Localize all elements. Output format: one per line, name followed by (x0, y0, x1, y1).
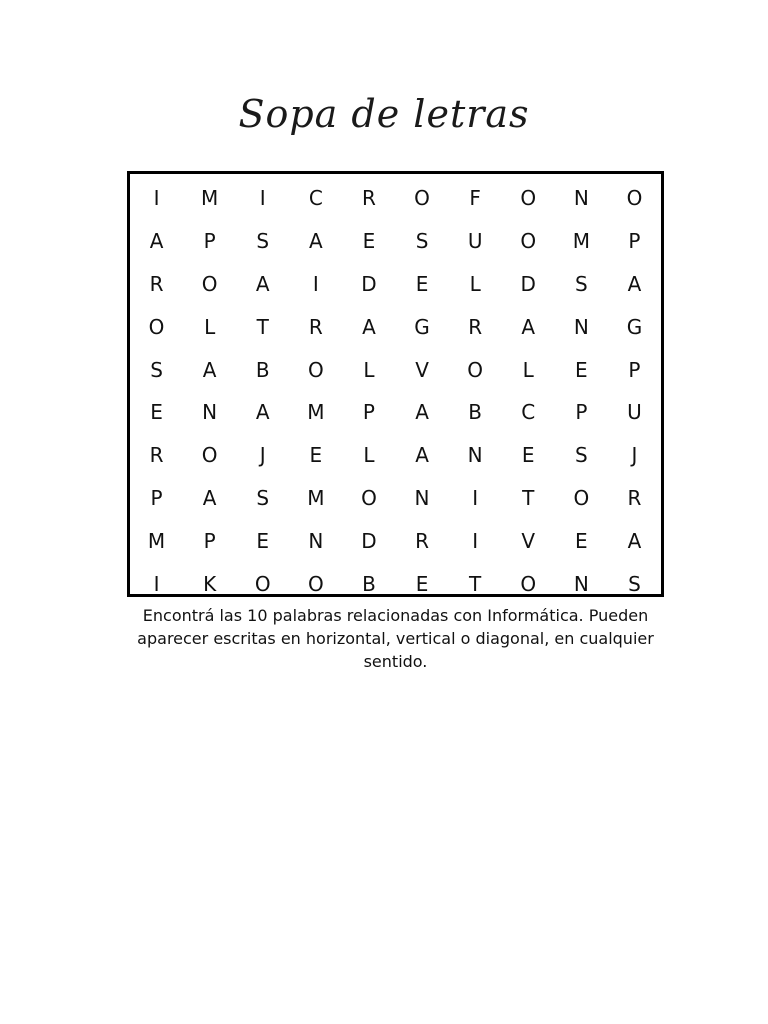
grid-cell: J (259, 443, 266, 468)
grid-cell: T (522, 485, 535, 510)
grid-cell: E (309, 443, 323, 468)
grid-cell: L (363, 443, 375, 468)
grid-cell: O (307, 571, 324, 596)
grid-cell: I (153, 186, 160, 211)
grid-cell: P (150, 485, 163, 510)
grid-cell: S (574, 271, 588, 296)
grid-cell: E (575, 528, 588, 553)
grid-cell: O (467, 357, 484, 382)
grid-cell: I (472, 528, 479, 553)
grid-cell: L (522, 357, 534, 382)
grid-cell: I (472, 485, 479, 510)
grid-cell: O (520, 571, 537, 596)
grid-cell: N (414, 485, 430, 510)
grid-cell: E (362, 229, 376, 254)
grid-cell: N (573, 314, 589, 339)
grid-cell: I (153, 571, 160, 596)
grid-cell: S (150, 357, 163, 382)
grid-cell: E (415, 271, 429, 296)
page-title: Sopa de letras (238, 92, 530, 136)
grid-cell: U (627, 400, 642, 425)
grid-cell: O (520, 229, 537, 254)
grid-cell: P (203, 528, 216, 553)
grid-cell: O (520, 186, 537, 211)
grid-cell: V (521, 528, 536, 553)
grid-cell: L (363, 357, 375, 382)
grid-cell: R (361, 186, 376, 211)
grid-cell: O (361, 485, 377, 510)
grid-cell: E (521, 443, 535, 468)
grid-cell: A (415, 443, 429, 468)
grid-cell: F (469, 186, 481, 211)
grid-cell: D (361, 271, 377, 296)
grid-cell: R (149, 443, 164, 468)
grid-cell: G (626, 314, 643, 339)
grid-cell: V (415, 357, 429, 382)
grid-cell: E (256, 528, 270, 553)
grid-cell: T (256, 314, 269, 339)
grid-cell: J (631, 443, 638, 468)
grid-cell: L (204, 314, 216, 339)
grid-cell: A (255, 400, 270, 425)
grid-cell: B (362, 571, 376, 596)
grid-cell: B (468, 400, 482, 425)
grid-cell: P (203, 229, 216, 254)
grid-cell: E (150, 400, 163, 425)
grid-cell: O (414, 186, 430, 211)
grid-cell: N (202, 400, 218, 425)
grid-cell: G (414, 314, 430, 339)
grid-cell: P (628, 229, 641, 254)
grid-cell: O (307, 357, 324, 382)
grid-cell: B (255, 357, 270, 382)
grid-cell: D (361, 528, 377, 553)
grid-cell: A (362, 314, 376, 339)
grid-cell: P (362, 400, 375, 425)
grid-cell: M (201, 186, 219, 211)
grid-cell: M (147, 528, 166, 553)
grid-cell: E (575, 357, 588, 382)
grid-cell: O (201, 271, 218, 296)
grid-cell: N (573, 186, 589, 211)
grid-cell: L (469, 271, 481, 296)
grid-cell: O (626, 186, 643, 211)
grid-cell: R (308, 314, 323, 339)
grid-cell: R (415, 528, 429, 553)
grid-cell: K (203, 571, 217, 596)
grid-cell: T (469, 571, 482, 596)
instructions-text: Encontrá las 10 palabras relacionadas con Informática. Pueden aparecer escritas en horizontal, vertical o diagonal, en cualquier sentido. (137, 606, 654, 671)
grid-cell: I (312, 271, 319, 296)
grid-cell: A (415, 400, 429, 425)
grid-cell: A (627, 271, 642, 296)
grid-cell: N (573, 571, 589, 596)
grid-cell: A (149, 229, 164, 254)
grid-cell: A (521, 314, 536, 339)
grid-cell: P (575, 400, 588, 425)
grid-cell: M (307, 485, 325, 510)
grid-cell: R (468, 314, 483, 339)
grid-cell: P (628, 357, 641, 382)
grid-cell: O (254, 571, 271, 596)
grid-cell: A (309, 229, 323, 254)
grid-cell: I (259, 186, 266, 211)
word-search-grid (127, 171, 664, 597)
grid-cell: M (572, 229, 590, 254)
grid-cell: R (627, 485, 642, 510)
grid-cell: O (573, 485, 590, 510)
grid-cell: U (467, 229, 483, 254)
grid-cell: S (256, 229, 270, 254)
grid-cell: C (308, 186, 323, 211)
grid-cell: E (415, 571, 429, 596)
grid-cell: S (256, 485, 270, 510)
grid-cell: O (148, 314, 165, 339)
grid-cell: S (574, 443, 588, 468)
grid-cell: A (255, 271, 270, 296)
grid-cell: A (202, 485, 217, 510)
grid-cell: M (307, 400, 325, 425)
grid-cell: C (521, 400, 536, 425)
grid-cell: S (628, 571, 641, 596)
letter-grid (130, 177, 661, 605)
grid-cell: D (520, 271, 536, 296)
grid-cell: O (201, 443, 218, 468)
grid-cell: N (467, 443, 483, 468)
grid-cell: N (308, 528, 324, 553)
grid-cell: R (149, 271, 164, 296)
grid-cell: A (627, 528, 642, 553)
grid-cell: S (415, 229, 429, 254)
grid-cell: A (202, 357, 217, 382)
